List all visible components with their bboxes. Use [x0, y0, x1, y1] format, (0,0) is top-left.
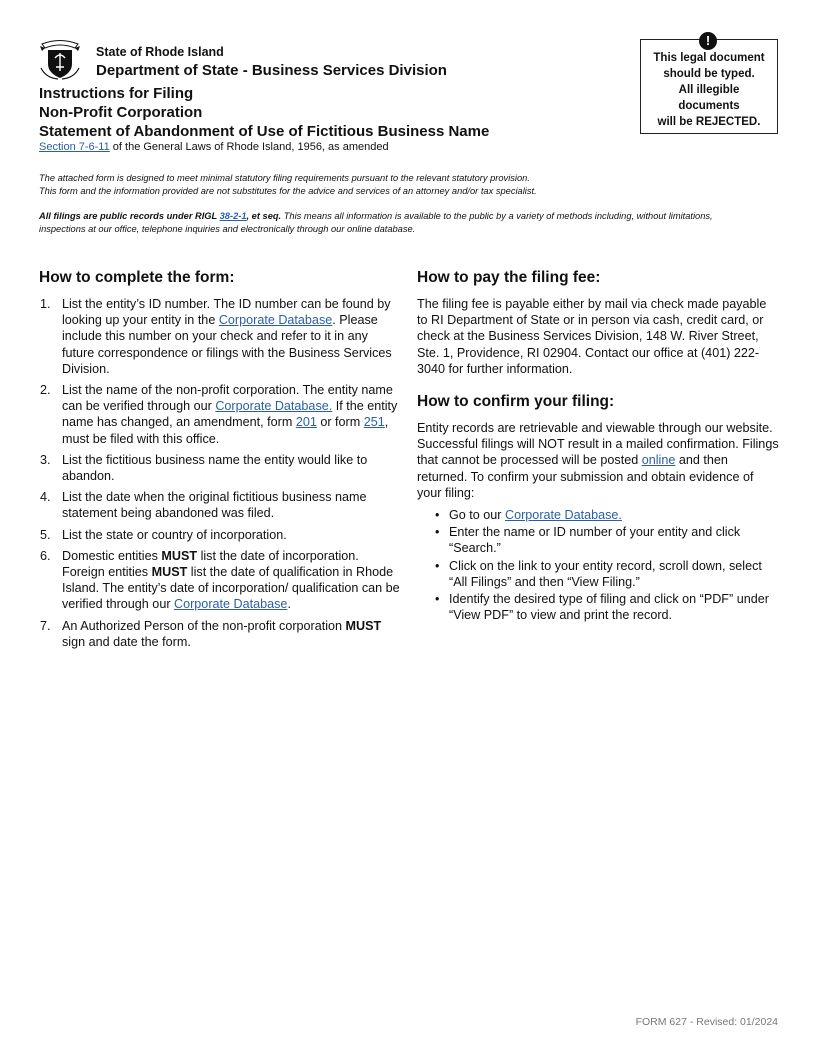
form-footer: FORM 627 - Revised: 01/2024 — [635, 1016, 778, 1028]
et-seq: , et seq. — [246, 211, 282, 221]
title-statement: Statement of Abandonment of Use of Fictitious Business Name — [39, 123, 490, 140]
confirm-step — [435, 591, 779, 623]
step-item — [39, 382, 401, 447]
statute-reference — [39, 141, 489, 154]
confirm-step — [435, 507, 779, 523]
confirm-text: and then returned. To confirm your submission and obtain evidence of your filing: — [417, 453, 754, 500]
step-text: . — [287, 597, 291, 612]
disclaimer-public-records — [39, 210, 719, 236]
step-item — [39, 296, 401, 377]
complete-form-heading: How to complete the form: — [39, 269, 235, 286]
title-instructions: Instructions for Filing — [39, 85, 194, 102]
department-name: Department of State - Business Services Division — [96, 62, 447, 79]
step-number: 3. — [40, 452, 51, 467]
corporate-database-link[interactable]: Corporate Database. — [215, 399, 333, 414]
step-text: sign and date the form. — [62, 634, 191, 649]
public-records-text: This means all information is available to the public by a variety of methods including, without limitations, inspections at our office, telephone inquiries and electronically through our online database. — [39, 211, 713, 234]
step-text: , must be filed with this office. — [62, 415, 389, 446]
state-seal-logo — [38, 38, 82, 80]
document-titles — [39, 84, 489, 154]
section-link[interactable]: Section 7-6-11 — [39, 141, 110, 153]
confirm-step-text: Go to our — [449, 508, 506, 523]
confirm-step-text: Enter the name or ID number of your entity and click “Search.” — [449, 525, 741, 556]
bullet-icon: • — [435, 508, 440, 523]
confirm-step — [435, 558, 779, 590]
step-text: list the date of qualification in Rhode Island. The entity’s date of incorporation/ qualification can be verified through our — [62, 565, 400, 612]
step-text: list the date of incorporation. Foreign entities — [62, 548, 359, 580]
disclaimer-line: The attached form is designed to meet minimal statutory filing requirements pursuant to the relevant statutory provision. — [39, 173, 530, 183]
confirm-filing-text — [417, 420, 779, 501]
step-text: or form — [316, 415, 364, 430]
step-number: 5. — [40, 527, 51, 542]
step-text: List the fictitious business name the entity would like to abandon. — [62, 452, 368, 484]
bullet-icon: • — [435, 558, 440, 573]
fee-and-confirm-section — [417, 268, 779, 624]
step-number: 6. — [40, 548, 51, 563]
step-text: Domestic entities — [62, 548, 162, 563]
confirm-text: Entity records are retrievable and viewable through our website. Successful filings will NOT result in a mailed confirmation. Filings that cannot be processed will be posted — [417, 421, 779, 468]
exclamation-icon: ! — [699, 32, 717, 50]
disclaimer-line: This form and the information provided are not substitutes for the advice and services of an attorney and/or tax specialist. — [39, 186, 537, 196]
notice-line: This legal document — [653, 52, 765, 64]
must-emphasis: MUST — [161, 548, 198, 563]
bullet-icon: • — [435, 525, 440, 540]
confirm-step-text: Click on the link to your entity record, scroll down, select “All Filings” and then “View Filing.” — [449, 558, 762, 589]
corporate-database-link[interactable]: Corporate Database — [218, 313, 333, 328]
step-item — [39, 452, 401, 484]
step-number: 4. — [40, 490, 51, 505]
must-emphasis: MUST — [151, 565, 188, 580]
step-number: 1. — [40, 297, 51, 311]
state-name: State of Rhode Island — [96, 45, 224, 59]
online-link[interactable]: online — [641, 453, 676, 468]
form-251-link[interactable]: 251 — [363, 415, 385, 430]
step-text: . Please include this number on your check and refer to it in any future correspondence or filings with the Business Services Division. — [62, 313, 392, 376]
organization-header — [96, 45, 447, 80]
notice-line: will be REJECTED. — [657, 116, 761, 128]
step-item — [39, 548, 401, 613]
confirm-step — [435, 524, 779, 556]
confirm-filing-heading: How to confirm your filing: — [417, 393, 615, 411]
step-text: List the name of the non-profit corporation. The entity name can be verified through our — [62, 383, 393, 414]
step-text: An Authorized Person of the non-profit corporation — [62, 618, 346, 633]
corporate-database-link[interactable]: Corporate Database. — [505, 508, 622, 523]
typed-notice-box — [640, 33, 778, 134]
disclaimer-statutory — [39, 172, 719, 198]
rigl-link[interactable]: 38-2-1 — [219, 211, 247, 221]
step-item — [39, 618, 401, 650]
title-entity-type: Non-Profit Corporation — [39, 104, 203, 121]
filing-fee-text: The filing fee is payable either by mail via check made payable to RI Department of State or in person via cash, credit card, or check at the Business Services Division, 148 W. River Street, Ste. 1, Providence, RI 02904. Contact our office at (401) 222-3040 for further information. — [417, 297, 767, 376]
notice-line: should be typed. — [663, 68, 755, 80]
confirm-steps — [417, 507, 779, 623]
notice-line: documents — [678, 100, 740, 112]
step-text: List the entity’s ID number. The ID number can be found by looking up your entity in the — [62, 297, 391, 328]
complete-form-section — [39, 268, 401, 655]
step-item — [39, 489, 401, 521]
step-number: 2. — [40, 383, 51, 398]
must-emphasis: MUST — [345, 618, 382, 633]
step-item — [39, 527, 401, 543]
step-text: If the entity name has changed, an amendment, form — [62, 399, 398, 430]
form-201-link[interactable]: 201 — [295, 415, 317, 430]
step-text: List the state or country of incorporation. — [62, 527, 287, 542]
statute-text: of the General Laws of Rhode Island, 1956, as amended — [109, 141, 389, 153]
step-number: 7. — [40, 618, 51, 633]
step-text: List the date when the original fictitious business name statement being abandoned was filed. — [62, 490, 367, 521]
instruction-steps — [39, 296, 401, 650]
confirm-step-text: Identify the desired type of filing and click on “PDF” under “View PDF” to view and print the record. — [449, 592, 769, 623]
bullet-icon: • — [435, 592, 440, 607]
public-records-bold: All filings are public records under RIGL — [39, 211, 220, 221]
corporate-database-link[interactable]: Corporate Database — [174, 597, 288, 612]
filing-fee-heading: How to pay the filing fee: — [417, 269, 601, 286]
notice-line: All illegible — [678, 84, 740, 96]
